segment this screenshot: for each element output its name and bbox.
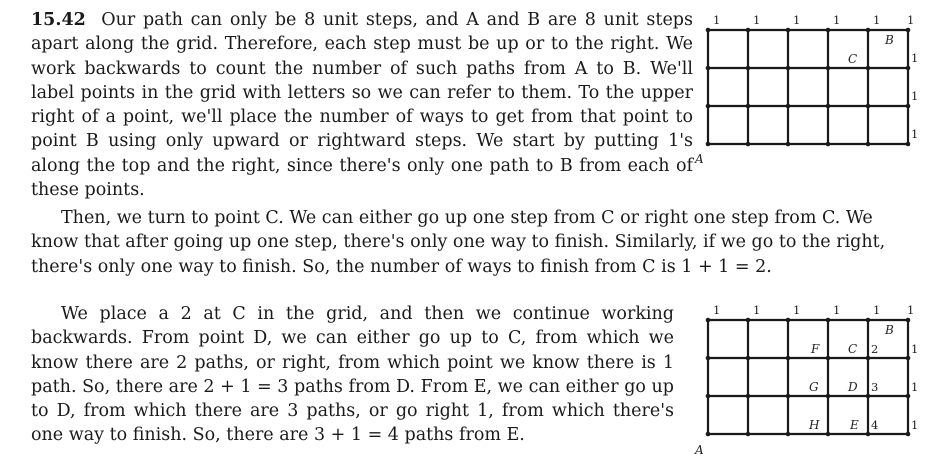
- grid-point: [906, 432, 911, 437]
- grid-point: [786, 432, 791, 437]
- grid-point: [826, 318, 831, 323]
- grid-point: [746, 394, 751, 399]
- grid-point: [706, 356, 711, 361]
- grid-point: [786, 318, 791, 323]
- paragraph-point-c-text: Then, we turn to point C. We can either go up one step from C or right one step from C. We know that after going up one step, there's only one way to finish. Similarly, if we go to the right, there's only one way to finish. So, the number of ways to finish from C is 1 + 1 = 2.: [31, 208, 886, 277]
- grid-point: [826, 356, 831, 361]
- grid-point: [706, 394, 711, 399]
- point-label-h: H: [809, 418, 820, 432]
- paragraph-intro-text: Our path can only be 8 unit steps, and A and B are 8 unit steps apart along the grid. Therefore, each step must be up or to the right. We work backwards to count the number of such paths from A to B. We'll label points in the grid with letters so we can refer to them. To the upper right of a point, we'll place the number of ways to get from that point to point B using only upward or rightward steps. We start by putting 1's along the top and the right, since there's only one path to B from each of these points.: [31, 10, 693, 201]
- point-label-g: G: [809, 380, 819, 394]
- right-count: 1: [911, 418, 919, 432]
- grid-point: [746, 432, 751, 437]
- point-label-f: F: [811, 342, 820, 356]
- point-label-a: A: [695, 152, 704, 166]
- top-count: 1: [907, 13, 915, 27]
- top-count: 1: [793, 13, 801, 27]
- point-label-a: A: [695, 443, 704, 457]
- grid-lines: [708, 320, 908, 434]
- point-label-b: B: [885, 33, 894, 47]
- point-label-c: C: [848, 342, 858, 356]
- top-count: 1: [753, 303, 761, 317]
- grid-point: [786, 394, 791, 399]
- point-label-e: E: [850, 418, 859, 432]
- grid-point: [826, 432, 831, 437]
- value-at-d: 3: [871, 380, 879, 394]
- grid-point: [906, 318, 911, 323]
- right-count: 1: [911, 127, 919, 141]
- value-at-c: 2: [871, 342, 879, 356]
- grid-point: [866, 394, 871, 399]
- grid-point: [706, 318, 711, 323]
- top-count: 1: [833, 13, 841, 27]
- grid-point: [746, 318, 751, 323]
- grid-point: [746, 356, 751, 361]
- point-label-c: C: [848, 52, 858, 66]
- point-label-b: B: [885, 323, 894, 337]
- problem-number: 15.42: [31, 10, 86, 30]
- grid-point: [866, 356, 871, 361]
- grid-point: [866, 432, 871, 437]
- top-count: 1: [713, 303, 721, 317]
- grid-point: [906, 356, 911, 361]
- top-count: 1: [873, 13, 881, 27]
- top-count: 1: [833, 303, 841, 317]
- grid-point: [786, 356, 791, 361]
- grid-points: [706, 318, 911, 437]
- grid-point: [866, 318, 871, 323]
- top-count: 1: [713, 13, 721, 27]
- grid-point: [906, 394, 911, 399]
- paragraph-points-d-e-text: We place a 2 at C in the grid, and then we continue working backwards. From point D, we can either go up to C, from which we know there are 2 paths, or right, from which point we know there is 1 path. So, there are 2 + 1 = 3 paths from D. From E, we can either go up to D, from which there are 3 paths, or go right 1, from which there's one way to finish. So, there are 3 + 1 = 4 paths from E.: [31, 304, 674, 446]
- top-count: 1: [873, 303, 881, 317]
- right-count: 1: [911, 51, 919, 65]
- grid-point: [826, 394, 831, 399]
- right-count: 1: [911, 380, 919, 394]
- top-count: 1: [793, 303, 801, 317]
- top-count: 1: [907, 303, 915, 317]
- right-count: 1: [911, 89, 919, 103]
- point-label-d: D: [848, 380, 858, 394]
- grid-point: [706, 432, 711, 437]
- value-at-e: 4: [871, 418, 879, 432]
- top-count: 1: [753, 13, 761, 27]
- right-count: 1: [911, 342, 919, 356]
